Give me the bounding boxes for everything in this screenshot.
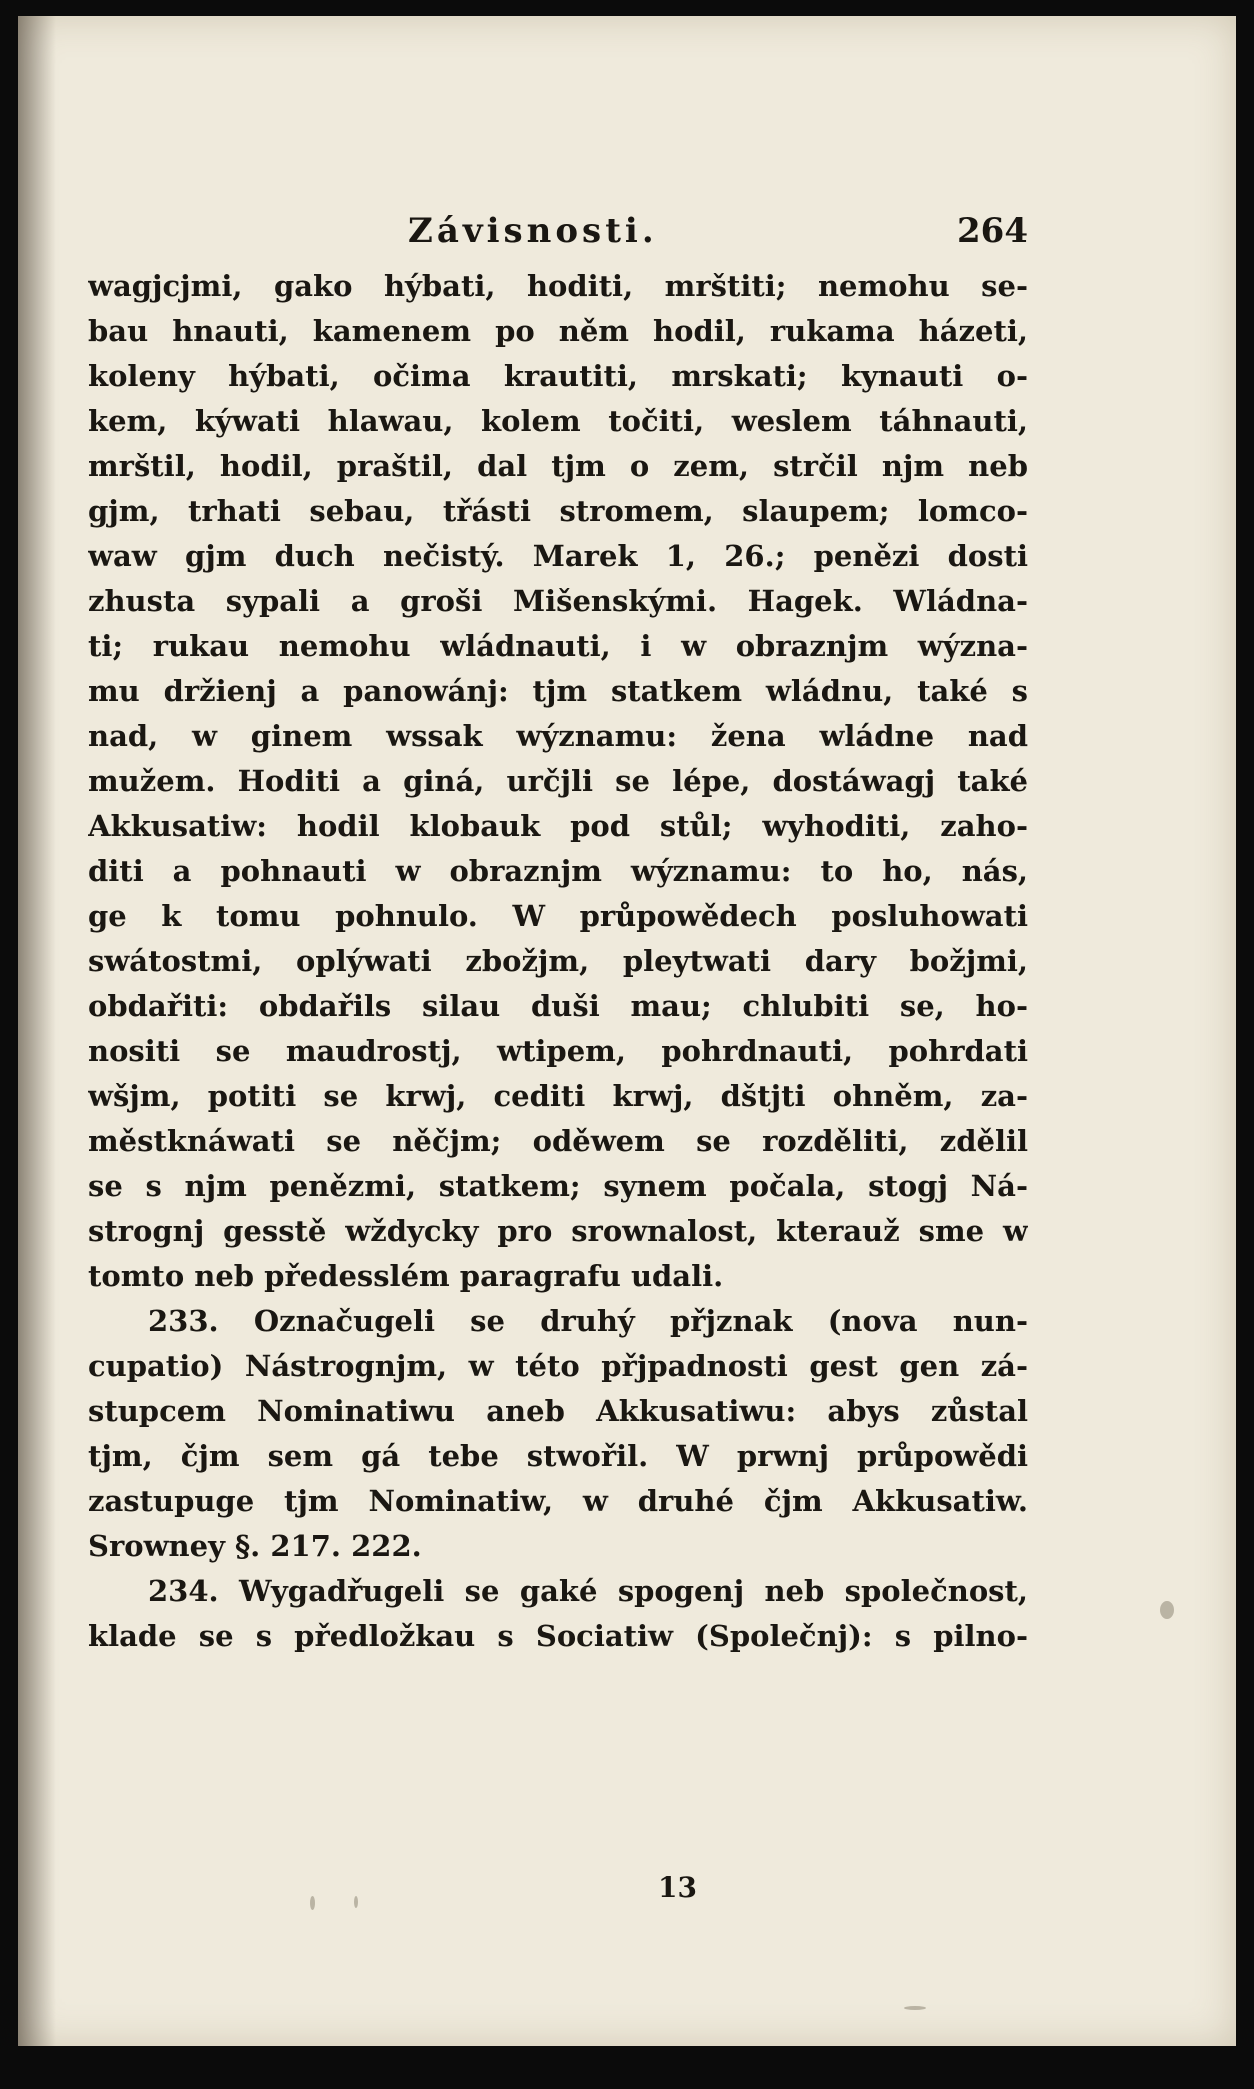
text-line: bau hnauti, kamenem po něm hodil, rukama házeti, bbox=[88, 314, 1028, 348]
text-line: ti; rukau nemohu wládnauti, i w obraznjm wýzna- bbox=[88, 629, 1028, 663]
text-line: 233. Označugeli se druhý přjznak (nova nun- bbox=[148, 1304, 1028, 1338]
body-text bbox=[88, 264, 1028, 1659]
text-line: wagjcjmi, gako hýbati, hoditi, mrštiti; nemohu se- bbox=[88, 269, 1028, 303]
text-line: se s njm penězmi, statkem; synem počala, stogj Ná- bbox=[88, 1169, 1028, 1203]
text-line: nad, w ginem wssak wýznamu: žena wládne nad bbox=[88, 719, 1028, 753]
text-line: mužem. Hoditi a giná, určjli se lépe, dostáwagj také bbox=[88, 764, 1028, 798]
text-line: diti a pohnauti w obraznjm wýznamu: to ho, nás, bbox=[88, 854, 1028, 888]
text-line: tomto neb předesslém paragrafu udali. bbox=[88, 1259, 724, 1293]
text-line: nositi se maudrostj, wtipem, pohrdnauti, pohrdati bbox=[88, 1034, 1028, 1068]
text-line: swátostmi, oplýwati zbožjm, pleytwati dary božjmi, bbox=[88, 944, 1028, 978]
text-line: Akkusatiw: hodil klobauk pod stůl; wyhoditi, zaho- bbox=[88, 809, 1028, 843]
text-line: mu držienj a panowánj: tjm statkem wládnu, také s bbox=[88, 674, 1028, 708]
text-line: mrštil, hodil, praštil, dal tjm o zem, strčil njm neb bbox=[88, 449, 1028, 483]
text-line: zhusta sypali a groši Mišenskými. Hagek. Wládna- bbox=[88, 584, 1028, 618]
ink-speck bbox=[310, 1896, 315, 1910]
text-line: waw gjm duch nečistý. Marek 1, 26.; penězi dosti bbox=[88, 539, 1028, 573]
ink-speck bbox=[354, 1896, 358, 1908]
text-line: tjm, čjm sem gá tebe stwořil. W prwnj průpowědi bbox=[88, 1439, 1028, 1473]
text-line: obdařiti: obdařils silau duši mau; chlubiti se, ho- bbox=[88, 989, 1028, 1023]
text-line: kem, kýwati hlawau, kolem točiti, weslem táhnauti, bbox=[88, 404, 1028, 438]
text-line: wšjm, potiti se krwj, cediti krwj, dštjti ohněm, za- bbox=[88, 1079, 1028, 1113]
text-line: koleny hýbati, očima krautiti, mrskati; kynauti o- bbox=[88, 359, 1028, 393]
text-line: gjm, trhati sebau, třásti stromem, slaupem; lomco- bbox=[88, 494, 1028, 528]
book-page bbox=[18, 16, 1236, 2046]
gutter-shadow bbox=[18, 16, 56, 2046]
running-title: Závisnosti. bbox=[408, 211, 658, 251]
text-line: stupcem Nominatiwu aneb Akkusatiwu: abys zůstal bbox=[88, 1394, 1028, 1428]
ink-speck bbox=[904, 2006, 926, 2010]
text-line: ge k tomu pohnulo. W průpowědech posluhowati bbox=[88, 899, 1028, 933]
text-line: klade se s předložkau s Sociatiw (Společnj): s pilno- bbox=[88, 1619, 1028, 1653]
signature-mark: 13 bbox=[658, 1871, 697, 1904]
text-line: Srowney §. 217. 222. bbox=[88, 1529, 422, 1563]
text-line: cupatio) Nástrognjm, w této přjpadnosti gest gen zá- bbox=[88, 1349, 1028, 1383]
text-line: 234. Wygadřugeli se gaké spogenj neb společnost, bbox=[148, 1574, 1028, 1608]
text-line: strognj gesstě wždycky pro srownalost, kterauž sme w bbox=[88, 1214, 1028, 1248]
text-line: městknáwati se něčjm; oděwem se rozděliti, zdělil bbox=[88, 1124, 1028, 1158]
text-line: zastupuge tjm Nominatiw, w druhé čjm Akkusatiw. bbox=[88, 1484, 1028, 1518]
ink-speck bbox=[1160, 1601, 1174, 1619]
running-head bbox=[18, 211, 1028, 255]
page-number: 264 bbox=[957, 211, 1028, 251]
